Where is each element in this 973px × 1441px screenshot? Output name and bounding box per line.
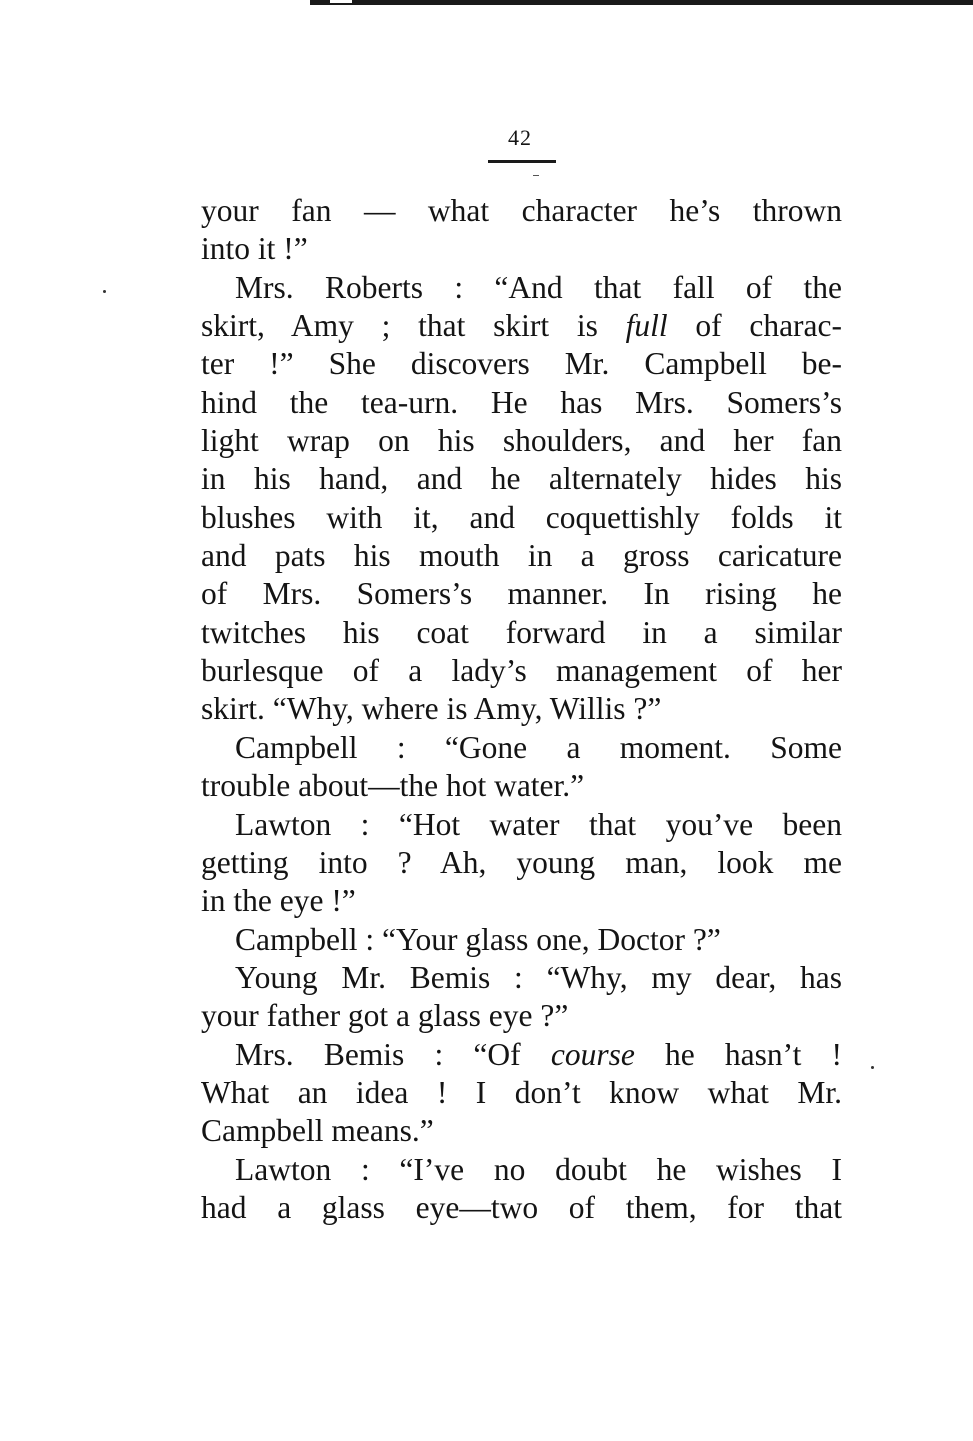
- text-line: hind the tea-urn. He has Mrs. Somers’s: [201, 384, 842, 420]
- text-line: Mrs. Bemis : “Of course he hasn’t !: [235, 1036, 843, 1072]
- text-line: Campbell : “Your glass one, Doctor ?”: [235, 921, 721, 957]
- text-line: blushes with it, and coquettishly folds it: [201, 499, 842, 535]
- text-line: of Mrs. Somers’s manner. In rising he: [201, 576, 842, 612]
- page-number-rule: [488, 160, 556, 163]
- text-line: had a glass eye—two of them, for that: [201, 1189, 842, 1225]
- text-line: Campbell means.”: [201, 1113, 434, 1149]
- italic-word: full: [625, 308, 668, 344]
- text-line: your fan — what character he’s thrown: [201, 193, 842, 228]
- text-line: Lawton : “Hot water that you’ve been: [235, 806, 842, 842]
- text-line: into it !”: [201, 231, 308, 267]
- text-line: light wrap on his shoulders, and her fan: [201, 423, 842, 459]
- text-line: What an idea ! I don’t know what Mr.: [201, 1074, 842, 1110]
- text-line: Campbell : “Gone a moment. Some: [235, 729, 842, 765]
- text-line: twitches his coat forward in a similar: [201, 614, 842, 650]
- text-line: Young Mr. Bemis : “Why, my dear, has: [235, 959, 842, 995]
- top-border-gap: [330, 0, 352, 3]
- margin-dot: [103, 290, 106, 293]
- text-line: Mrs. Roberts : “And that fall of the: [235, 269, 842, 305]
- text-line: trouble about—the hot water.”: [201, 768, 585, 804]
- top-border-rule: [310, 0, 973, 5]
- text-line: and pats his mouth in a gross caricature: [201, 538, 842, 574]
- page-number: 42: [508, 125, 532, 150]
- text-line: ter !” She discovers Mr. Campbell be-: [201, 346, 842, 382]
- margin-dot: [871, 1066, 874, 1069]
- text-line: Lawton : “I’ve no doubt he wishes I: [235, 1151, 842, 1187]
- italic-word: course: [550, 1036, 635, 1072]
- text-line: skirt, Amy ; that skirt is full of charac-: [201, 308, 842, 344]
- body-text: [201, 192, 842, 1227]
- page-number-tick: [533, 175, 539, 176]
- text-line: skirt. “Why, where is Amy, Willis ?”: [201, 691, 662, 727]
- text-line: in his hand, and he alternately hides his: [201, 461, 842, 497]
- text-line: in the eye !”: [201, 883, 356, 919]
- text-line: burlesque of a lady’s management of her: [201, 653, 842, 689]
- text-line: your father got a glass eye ?”: [201, 998, 569, 1034]
- text-line: getting into ? Ah, young man, look me: [201, 844, 842, 880]
